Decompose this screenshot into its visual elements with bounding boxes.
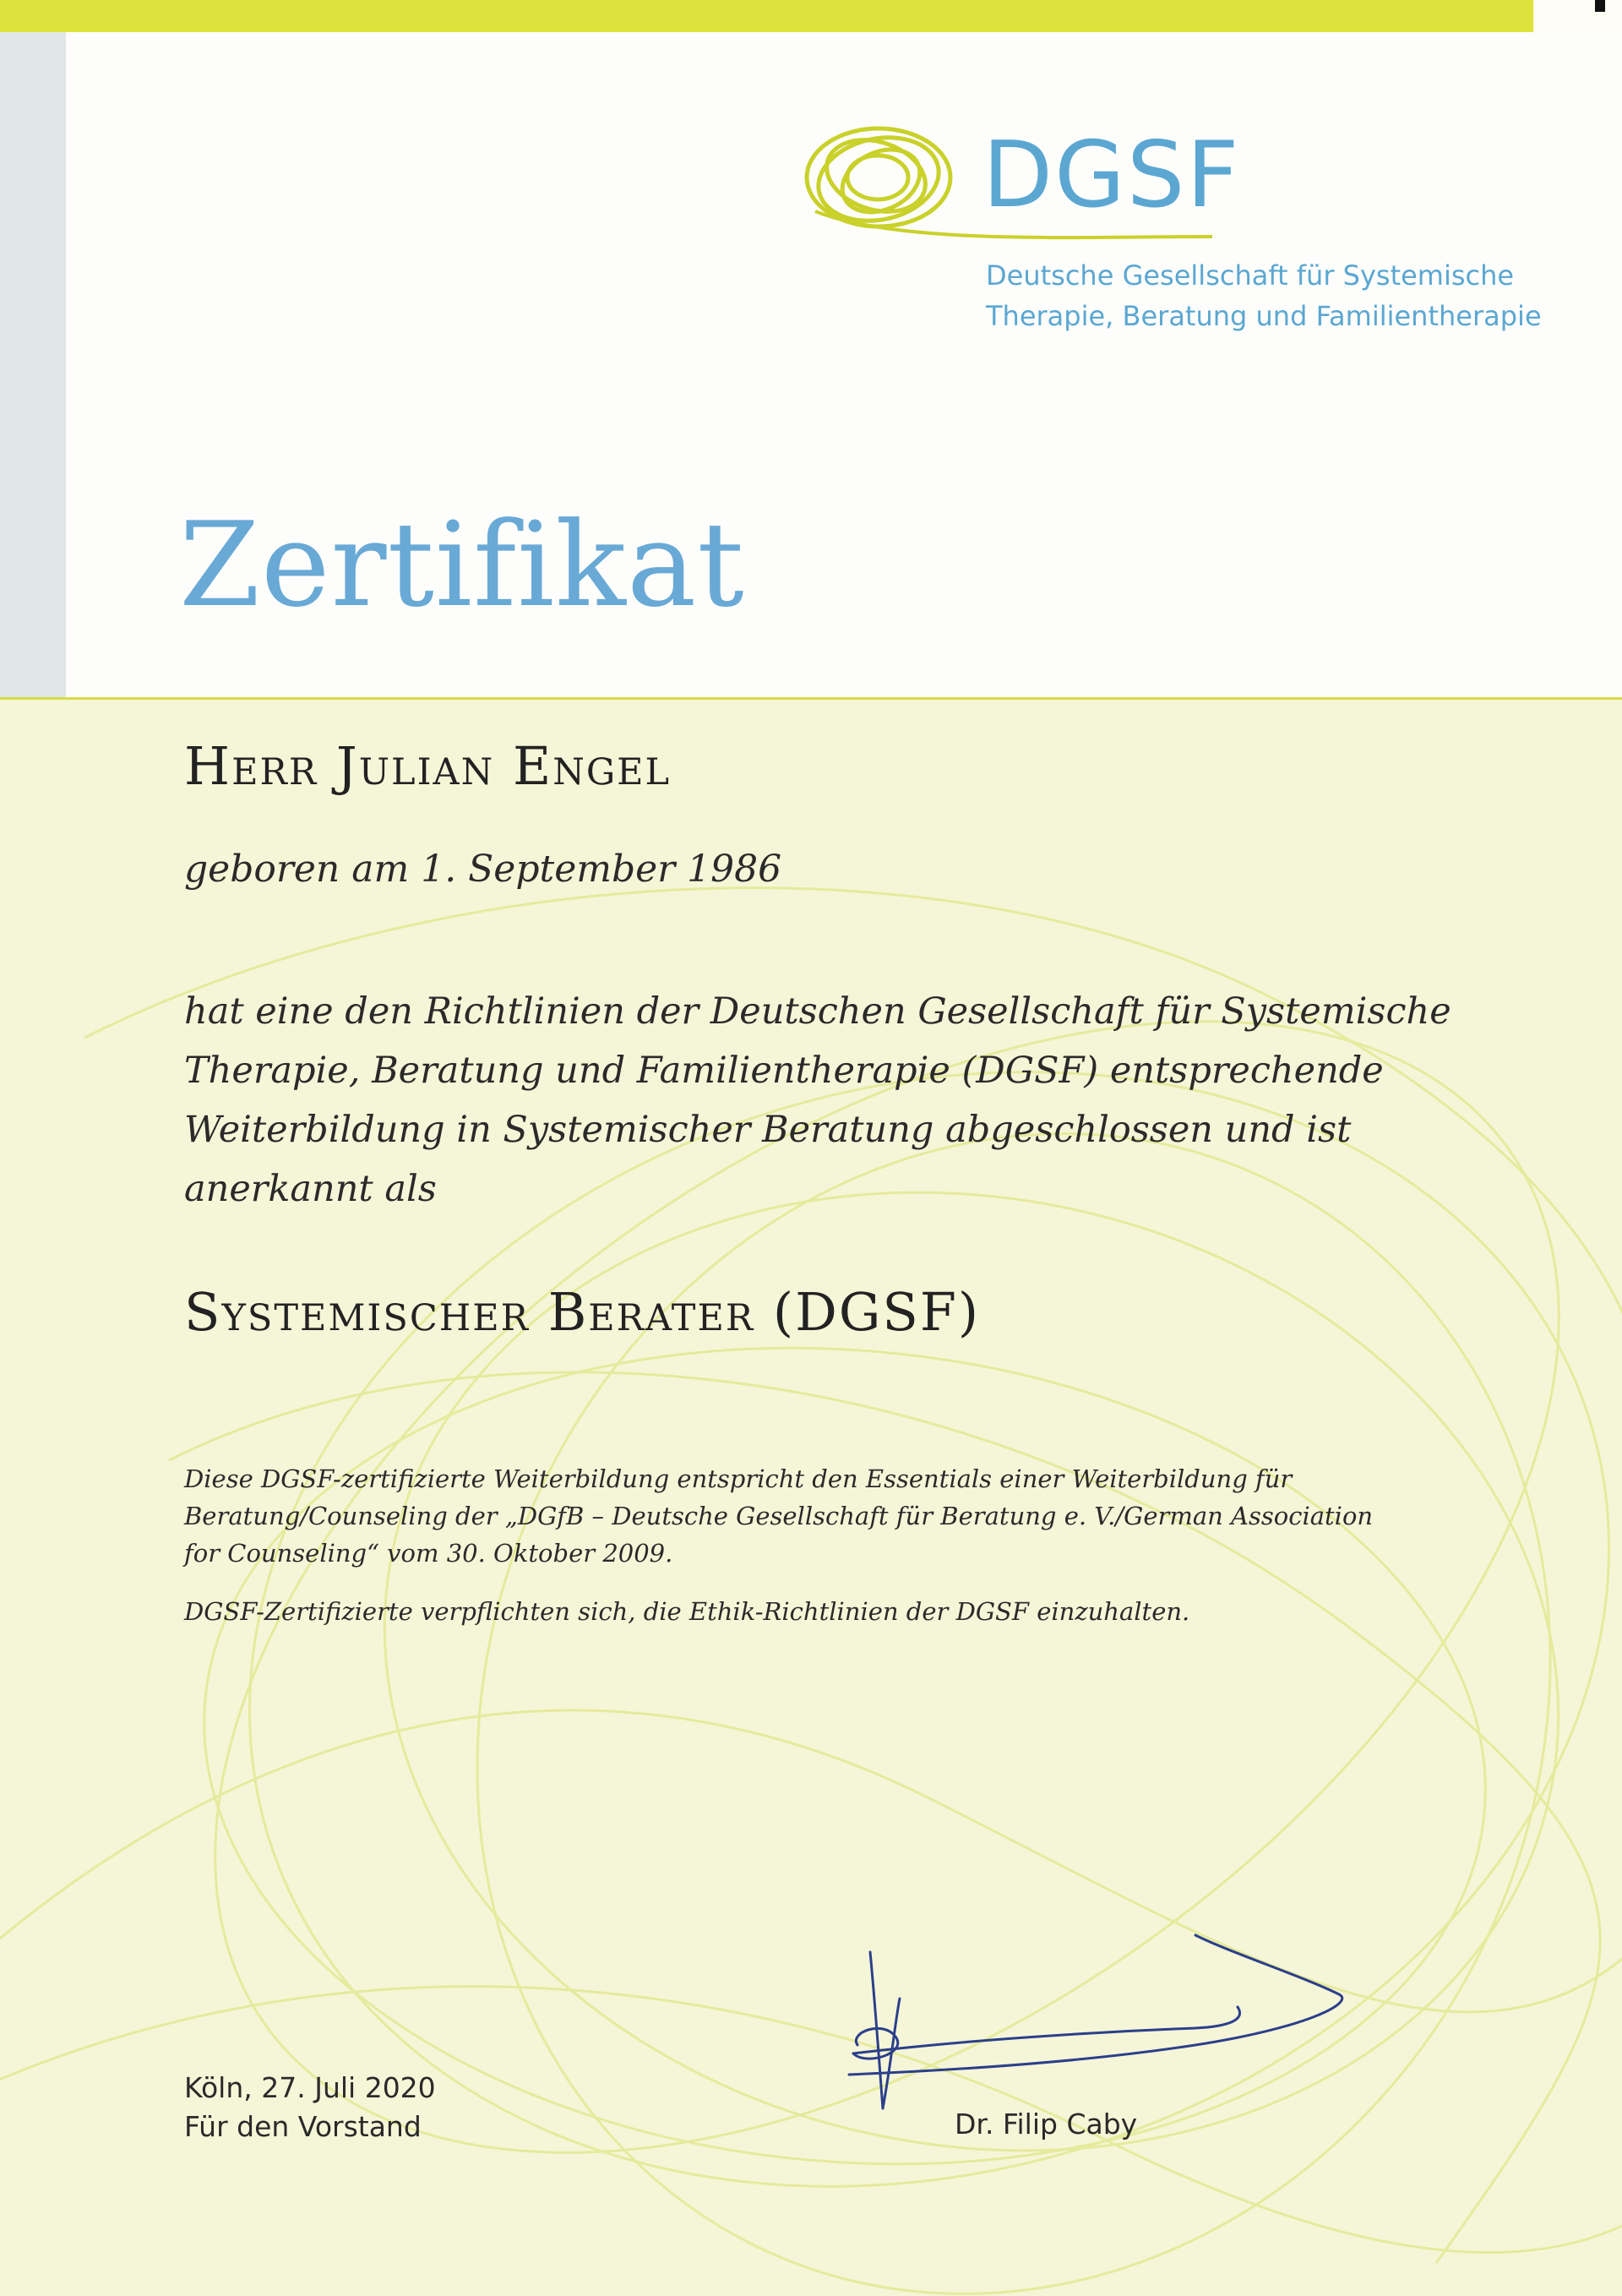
birth-date-line: geboren am 1. September 1986 (184, 848, 782, 891)
recipient-name: Herr Julian Engel (184, 735, 672, 797)
statement-line: anerkannt als (184, 1168, 437, 1210)
logo-subtitle-line: Deutsche Gesellschaft für Systemische (986, 259, 1515, 292)
place-and-date (184, 2069, 436, 2146)
logo-subtitle (986, 255, 1542, 336)
note-line: Beratung/Counseling der „DGfB – Deutsche Gesellschaft für Beratung e. V./German Association (184, 1502, 1374, 1530)
dgsf-logo (798, 118, 1542, 338)
ethics-note: DGSF-Zertifizierte verpflichten sich, die Ethik-Richtlinien der DGSF einzuhalten. (184, 1597, 1190, 1626)
left-accent-strip (0, 32, 66, 805)
certificate-statement (184, 982, 1451, 1219)
qualification-title: Systemischer Berater (DGSF) (184, 1281, 981, 1343)
statement-line: Therapie, Beratung und Familientherapie (DGSF) entsprechende (184, 1050, 1384, 1092)
place-date-line: Köln, 27. Juli 2020 (184, 2071, 436, 2104)
statement-line: Weiterbildung in Systemischer Beratung abgeschlossen und ist (184, 1109, 1352, 1151)
certificate-title: Zertifikat (179, 497, 745, 633)
signer-name: Dr. Filip Caby (955, 2108, 1138, 2141)
note-line: Diese DGSF-zertifizierte Weiterbildung entspricht den Essentials einer Weiterbildung für (184, 1464, 1293, 1493)
top-accent-bar (0, 0, 1533, 32)
board-line: Für den Vorstand (184, 2110, 422, 2143)
logo-subtitle-line: Therapie, Beratung und Familientherapie (986, 300, 1542, 332)
handwritten-signature (832, 1918, 1373, 2113)
logo-wordmark: DGSF (982, 123, 1241, 228)
note-line: for Counseling“ vom 30. Oktober 2009. (184, 1539, 673, 1568)
accreditation-note (184, 1460, 1434, 1572)
corner-mark (1595, 0, 1605, 12)
statement-line: hat eine den Richtlinien der Deutschen Gesellschaft für Systemische (184, 990, 1451, 1033)
